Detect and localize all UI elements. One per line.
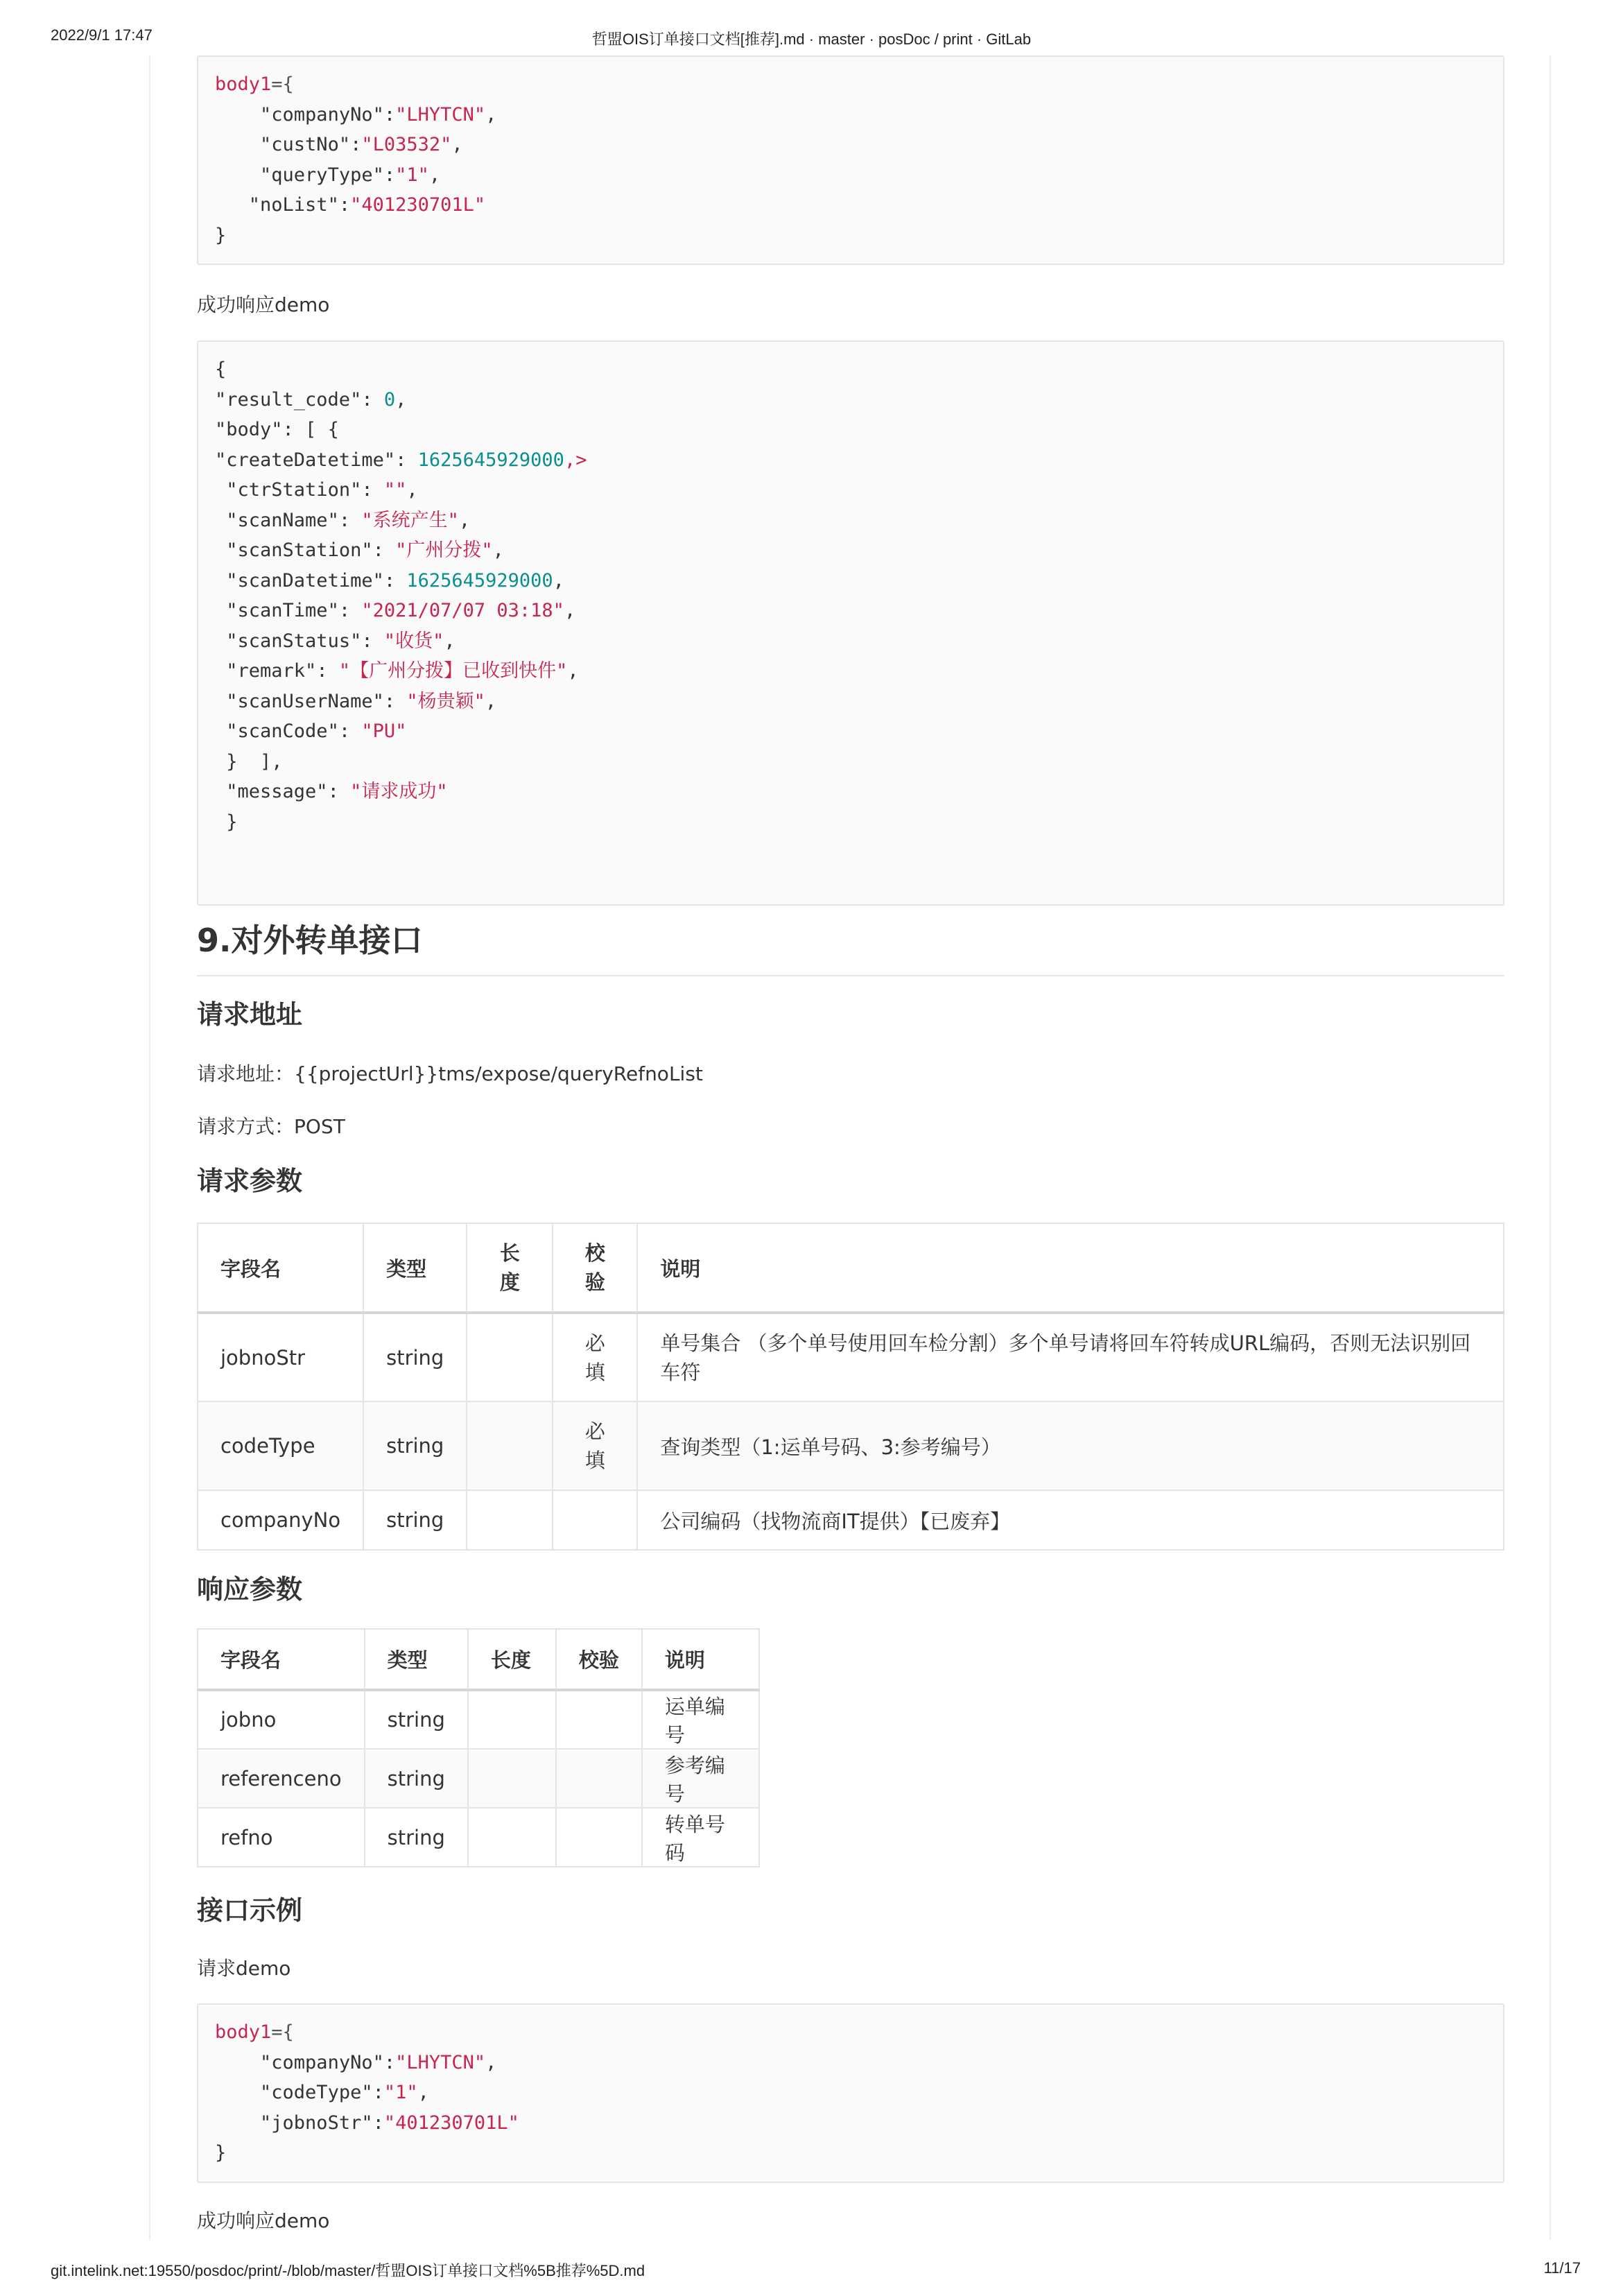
- request-address: 请求地址：{{projectUrl}}tms/expose/queryRefnoList: [197, 1062, 703, 1085]
- table-row: [198, 1313, 1504, 1401]
- code-tail: : [ {: [282, 419, 339, 440]
- code-tail: ,: [485, 2051, 497, 2073]
- print-title: 哲盟OIS订单接口文档[推荐].md · master · posDoc / print · GitLab: [591, 31, 1032, 48]
- page-number: 11/17: [1543, 2259, 1581, 2277]
- header-type: 类型: [365, 1629, 468, 1690]
- table-row: [198, 1749, 759, 1808]
- cell-check: [553, 1490, 637, 1550]
- table-row: [198, 1490, 1504, 1550]
- code-key: "remark": [226, 660, 317, 682]
- cell-field: referenceno: [198, 1749, 365, 1808]
- header-length-text: 长度: [499, 1241, 520, 1294]
- code-value: "401230701L": [350, 194, 486, 216]
- cell-check: [556, 1690, 642, 1749]
- code-string: "系统产生": [361, 509, 459, 531]
- code-string: "收货": [383, 630, 444, 652]
- header-desc: 说明: [642, 1629, 759, 1690]
- code-open: {: [215, 359, 227, 380]
- code-value: "1": [383, 2082, 418, 2103]
- code-assign: ={: [271, 2021, 294, 2043]
- cell-check: [553, 1313, 637, 1401]
- success-demo-label: 成功响应demo: [197, 293, 330, 316]
- code-key: "message": [226, 781, 328, 802]
- table-header-row: [198, 1223, 1504, 1313]
- print-date: 2022/9/1 17:47: [51, 26, 153, 44]
- code-string: "PU": [361, 720, 407, 742]
- table-row: [198, 1690, 759, 1749]
- cell-desc: 运单编号: [642, 1690, 759, 1749]
- code-key: "scanDatetime": [226, 569, 384, 592]
- cell-field: codeType: [198, 1401, 363, 1490]
- code-key: "scanStation": [226, 540, 373, 561]
- code-tail: ,: [485, 103, 497, 126]
- code-key: "companyNo": [260, 2051, 384, 2073]
- request-address-heading: 请求地址: [197, 999, 303, 1030]
- code-string: "【广州分拨】已收到快件": [338, 660, 568, 682]
- cell-check-text: 必填: [584, 1331, 605, 1384]
- cell-check: [556, 1749, 642, 1808]
- cell-type: string: [365, 1749, 468, 1808]
- print-header: [0, 26, 1623, 54]
- cell-desc: 单号集合 （多个单号使用回车检分割）多个单号请将回车符转成URL编码，否则无法识别回车符: [637, 1313, 1504, 1401]
- code-key: "scanTime": [226, 600, 339, 621]
- code-assign: ={: [271, 74, 294, 95]
- cell-check: [556, 1808, 642, 1867]
- print-url: git.intelink.net:19550/posdoc/print/-/blob/master/哲盟OIS订单接口文档%5B推荐%5D.md: [51, 2262, 645, 2279]
- cell-field: jobno: [198, 1690, 365, 1749]
- cell-type: string: [365, 1690, 468, 1749]
- code-block-request-bottom: body1={ "companyNo":"LHYTCN", "codeType":"1", "jobnoStr":"401230701L" }: [197, 2003, 1504, 2183]
- code-string: "请求成功": [350, 781, 448, 802]
- code-key: "scanUserName": [226, 690, 384, 712]
- cell-length: [468, 1808, 556, 1867]
- code-key: "codeType": [260, 2082, 373, 2103]
- page-frame-right-border: [1550, 55, 1551, 2240]
- code-close: }: [215, 224, 227, 246]
- code-key: "body": [215, 419, 283, 440]
- cell-type: string: [363, 1490, 467, 1550]
- code-var: body1: [215, 74, 272, 95]
- cell-field: refno: [198, 1808, 365, 1867]
- response-params-heading: 响应参数: [197, 1574, 303, 1605]
- request-demo-label: 请求demo: [197, 1957, 291, 1980]
- code-string: "2021/07/07 03:18": [361, 600, 564, 621]
- code-var: body1: [215, 2021, 272, 2043]
- table-row: [198, 1808, 759, 1867]
- cell-type: string: [363, 1401, 467, 1490]
- page-frame-left-border: [149, 55, 150, 2240]
- code-value: "LHYTCN": [395, 103, 486, 126]
- code-key: "scanName": [226, 509, 339, 531]
- example-heading: 接口示例: [197, 1895, 303, 1926]
- code-line: }: [215, 811, 238, 833]
- request-params-heading: 请求参数: [197, 1166, 303, 1196]
- header-type: 类型: [363, 1223, 467, 1313]
- request-params-table: [197, 1223, 1504, 1551]
- code-key: "ctrStation": [226, 479, 362, 501]
- code-tail: ,: [428, 164, 441, 186]
- cell-desc: 转单号码: [642, 1808, 759, 1867]
- cell-length: [468, 1749, 556, 1808]
- header-check-text: 校验: [584, 1241, 605, 1294]
- cell-desc: 参考编号: [642, 1749, 759, 1808]
- success-demo-label-2: 成功响应demo: [197, 2209, 330, 2232]
- code-key: "scanStatus": [226, 630, 362, 652]
- cell-field: companyNo: [198, 1490, 363, 1550]
- code-value: "1": [395, 164, 429, 186]
- code-value: "L03532": [361, 134, 452, 155]
- code-line: } ],: [215, 750, 283, 772]
- code-key: "scanCode": [226, 720, 339, 742]
- code-string: "广州分拨": [395, 540, 493, 561]
- header-check: [553, 1223, 637, 1313]
- code-key: "noList": [248, 194, 339, 216]
- cell-check-text: 必填: [584, 1419, 605, 1472]
- header-field: 字段名: [198, 1223, 363, 1313]
- cell-length: [467, 1313, 553, 1401]
- code-key: "companyNo": [260, 103, 384, 126]
- table-header-row: [198, 1629, 759, 1690]
- header-desc: 说明: [637, 1223, 1504, 1313]
- cell-desc: 公司编码（找物流商IT提供）【已废弃】: [637, 1490, 1504, 1550]
- code-number: 1625645929000: [406, 569, 553, 592]
- code-value: "LHYTCN": [395, 2051, 486, 2073]
- code-tail: ,>: [564, 449, 587, 471]
- header-check: 校验: [556, 1629, 642, 1690]
- cell-length: [467, 1401, 553, 1490]
- header-field: 字段名: [198, 1629, 365, 1690]
- cell-length: [467, 1490, 553, 1550]
- code-number: 1625645929000: [417, 449, 564, 471]
- request-method: 请求方式：POST: [197, 1115, 345, 1138]
- code-key: "queryType": [260, 164, 384, 186]
- code-block-response: { "result_code": 0, "body": [ { "createDatetime": 1625645929000,> "ctrStation": "", "scanName": "系统产生", "scanStation": "广州分拨", "scanDatetime": 1625645929000, "scanTime": "2021/07/07 03:18", "scanStatus": "收货", "remark": "【广州分拨】已收到快件", "scanUserName": "杨贵颖", "scanCode": "PU" } ], "message": "请求成功" }: [197, 340, 1504, 906]
- code-key: "jobnoStr": [260, 2112, 373, 2134]
- section-title: 9.对外转单接口: [197, 914, 1504, 976]
- cell-field: jobnoStr: [198, 1313, 363, 1401]
- code-string: "": [383, 479, 407, 501]
- cell-length: [468, 1690, 556, 1749]
- code-key: "custNo": [260, 134, 351, 155]
- code-number: 0: [383, 388, 396, 411]
- cell-desc: 查询类型（1:运单号码、3:参考编号）: [637, 1401, 1504, 1490]
- cell-check: [553, 1401, 637, 1490]
- table-row: [198, 1401, 1504, 1490]
- code-key: "createDatetime": [215, 449, 396, 471]
- code-string: "杨贵颖": [406, 690, 485, 712]
- header-length: 长度: [468, 1629, 556, 1690]
- response-params-table: [197, 1628, 760, 1867]
- code-block-request-top: body1={ "companyNo":"LHYTCN", "custNo":"L03532", "queryType":"1", "noList":"401230701L" }: [197, 55, 1504, 265]
- code-value: "401230701L": [383, 2112, 519, 2134]
- header-length: [467, 1223, 553, 1313]
- code-tail: ,: [417, 2082, 429, 2103]
- cell-type: string: [363, 1313, 467, 1401]
- code-tail: ,: [451, 134, 463, 155]
- cell-type: string: [365, 1808, 468, 1867]
- code-key: "result_code": [215, 388, 362, 411]
- code-close: }: [215, 2142, 227, 2164]
